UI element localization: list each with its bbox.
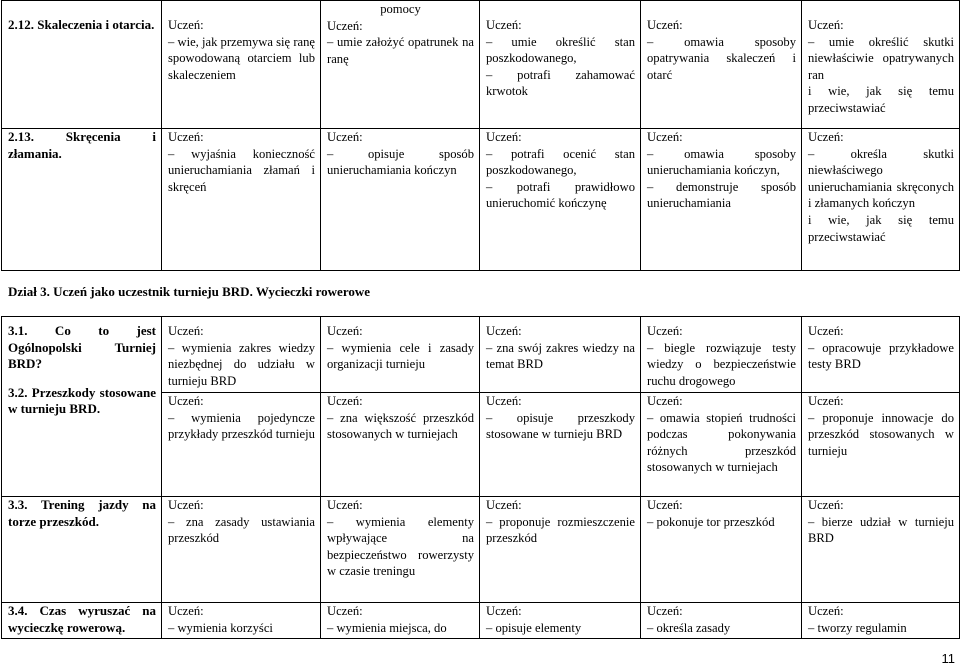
requirement-cell: Uczeń: – wymienia miejsca, do: [321, 603, 480, 639]
requirement-cell: Uczeń: – opisuje przeszkody stosowane w turnieju BRD: [480, 393, 641, 497]
requirement-cell: Uczeń: – umie określić skutki niewłaściwie opatrywanych ran i wie, jak się temu przeciwstawiać: [802, 1, 960, 129]
requirement-cell: Uczeń: – proponuje rozmieszczenie przeszkód: [480, 497, 641, 603]
requirement-cell: Uczeń: – opisuje elementy: [480, 603, 641, 639]
requirement-cell: Uczeń: – umie określić stan poszkodowanego, – potrafi zahamować krwotok: [480, 1, 641, 129]
table-row: [2, 317, 960, 393]
section-heading: Dział 3. Uczeń jako uczestnik turnieju BRD. Wycieczki rowerowe: [8, 284, 371, 299]
requirement-cell: Uczeń: – wie, jak przemywa się ranę spowodowaną otarciem lub skaleczeniem: [162, 1, 321, 129]
table-row: [2, 603, 960, 639]
topic-cell: 3.1. Co to jest Ogólnopolski Turniej BRD? 3.2. Przeszkody stosowane w turnieju BRD.: [2, 317, 162, 497]
topic-cell: 3.4. Czas wyruszać na wycieczkę rowerową.: [2, 603, 162, 639]
requirement-cell: Uczeń: – tworzy regulamin: [802, 603, 960, 639]
requirement-cell: Uczeń: – proponuje innowacje do przeszkód stosowanych w turnieju: [802, 393, 960, 497]
pomocy-text: pomocy: [380, 2, 421, 16]
requirement-cell: Uczeń: – pokonuje tor przeszkód: [641, 497, 802, 603]
requirement-cell: Uczeń: – potrafi ocenić stan poszkodowanego, – potrafi prawidłowo unieruchomić kończynę: [480, 129, 641, 271]
requirement-cell: Uczeń: – omawia stopień trudności podczas pokonywania różnych przeszkód stosowanych w turniejach: [641, 393, 802, 497]
page-number: 11: [941, 651, 955, 666]
requirement-cell: Uczeń: – zna większość przeszkód stosowanych w turniejach: [321, 393, 480, 497]
topic-cell: 2.12. Skaleczenia i otarcia.: [2, 1, 162, 129]
table-row: [2, 497, 960, 603]
requirement-cell: Uczeń: – opisuje sposób unieruchamiania kończyn: [321, 129, 480, 271]
requirement-cell: Uczeń: – wymienia korzyści: [162, 603, 321, 639]
topic-cell: 2.13. Skręcenia i złamania.: [2, 129, 162, 271]
requirement-cell: Uczeń: – omawia sposoby opatrywania skaleczeń i otarć: [641, 1, 802, 129]
requirement-cell: Uczeń: – określa zasady: [641, 603, 802, 639]
requirement-cell: Uczeń: – bierze udział w turnieju BRD: [802, 497, 960, 603]
requirement-cell: Uczeń: – wymienia zakres wiedzy niezbędnej do udziału w turnieju BRD: [162, 317, 321, 393]
requirement-cell: pomocy Uczeń: – umie założyć opatrunek na ranę: [321, 1, 480, 129]
competency-table-bottom: [1, 316, 960, 639]
requirement-cell: Uczeń: – wymienia cele i zasady organizacji turnieju: [321, 317, 480, 393]
requirement-cell: Uczeń: – biegle rozwiązuje testy wiedzy o bezpieczeństwie ruchu drogowego: [641, 317, 802, 393]
requirement-cell: Uczeń: – zna zasady ustawiania przeszkód: [162, 497, 321, 603]
requirement-cell: Uczeń: – wymienia pojedyncze przykłady przeszkód turnieju: [162, 393, 321, 497]
topic-cell: 3.3. Trening jazdy na torze przeszkód.: [2, 497, 162, 603]
requirement-cell: Uczeń: – określa skutki niewłaściwego unieruchamiania skręconych i złamanych kończyn i wie, jak się temu przeciwstawiać: [802, 129, 960, 271]
table-row: [2, 1, 960, 129]
competency-table-top: [1, 0, 960, 271]
requirement-cell: Uczeń: – omawia sposoby unieruchamiania kończyn, – demonstruje sposób unieruchamiania: [641, 129, 802, 271]
table-row: [2, 129, 960, 271]
requirement-cell: Uczeń: – wyjaśnia konieczność unieruchamiania złamań i skręceń: [162, 129, 321, 271]
requirement-cell: Uczeń: – wymienia elementy wpływające na bezpieczeństwo rowerzysty w czasie treningu: [321, 497, 480, 603]
requirement-cell: Uczeń: – opracowuje przykładowe testy BRD: [802, 317, 960, 393]
requirement-cell: Uczeń: – zna swój zakres wiedzy na temat BRD: [480, 317, 641, 393]
